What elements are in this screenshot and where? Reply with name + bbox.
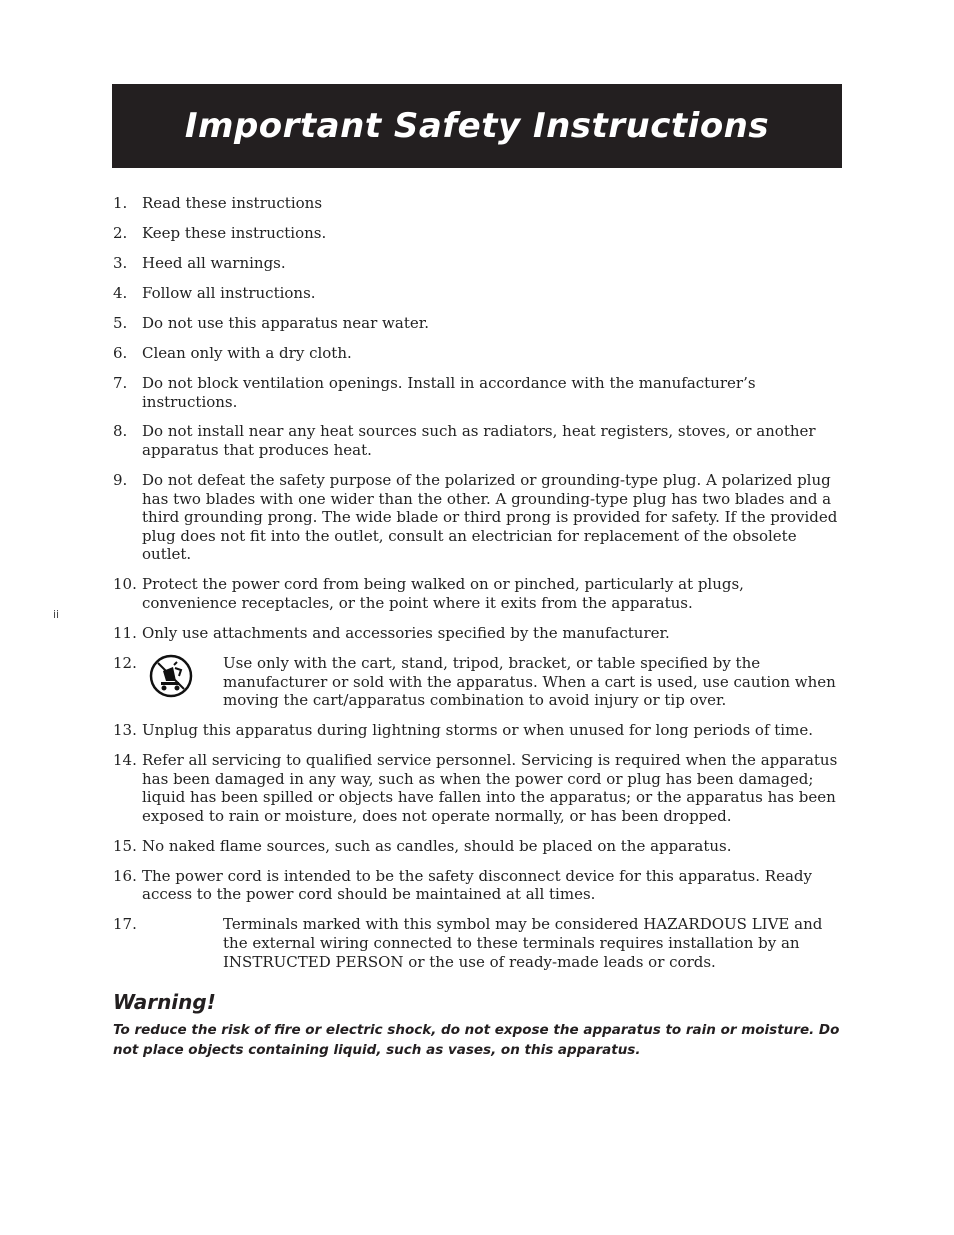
item-text: Heed all warnings. [142, 253, 286, 272]
list-item [113, 751, 843, 825]
item-number: 1. [113, 194, 128, 212]
item-number: 11. [113, 624, 137, 642]
item-number: 13. [113, 721, 137, 740]
list-item [113, 654, 843, 710]
item-number: 14. [113, 751, 137, 770]
warning-text: To reduce the risk of fire or electric shock, do not expose the apparatus to rain or moisture. Do not place objects containing liquid, such as vases, on this apparatus. [113, 1022, 840, 1058]
item-number: 17. [113, 915, 137, 934]
item-text: Protect the power cord from being walked on or pinched, particularly at plugs, convenience receptacles, or the point where it exits from the apparatus. [142, 575, 744, 613]
item-text: Follow all instructions. [142, 283, 316, 302]
list-item [113, 314, 843, 333]
item-number: 7. [113, 373, 128, 392]
list-item [113, 254, 843, 273]
item-text: Unplug this apparatus during lightning storms or when unused for long periods of time. [142, 721, 813, 740]
safety-instructions-list [113, 194, 843, 983]
list-item [113, 624, 843, 643]
item-number: 2. [113, 223, 128, 242]
item-text: Refer all servicing to qualified service personnel. Servicing is required when the apparatus has been damaged in any way, such as when the power cord or plug has been damaged; liquid has been spilled or objects have fallen into the apparatus; or the apparatus has been exposed to rain or moisture, does not operate normally, or has been dropped. [142, 751, 838, 825]
list-item [113, 837, 843, 856]
item-number: 4. [113, 283, 128, 302]
item-number: 10. [113, 575, 137, 594]
list-item [113, 374, 843, 411]
cart-tip-over-warning-icon [149, 654, 193, 698]
item-number: 8. [113, 422, 128, 441]
item-text: No naked flame sources, such as candles, should be placed on the apparatus. [142, 836, 732, 855]
item-number: 15. [113, 836, 137, 855]
item-text: Do not defeat the safety purpose of the polarized or grounding-type plug. A polarized plug has two blades with one wider than the other. A grounding-type plug has two blades and a third grounding prong. The wide blade or third prong is provided for safety. If the provided plug does not fit into the outlet, consult an electrician for replacement of the obsolete outlet. [142, 471, 838, 564]
item-number: 16. [113, 866, 137, 885]
list-item [113, 194, 843, 213]
list-item [113, 344, 843, 363]
list-item [113, 721, 843, 740]
title-banner [112, 84, 842, 168]
list-item [113, 422, 843, 459]
list-item [113, 471, 843, 564]
item-text: Keep these instructions. [142, 223, 327, 242]
item-text: Only use attachments and accessories specified by the manufacturer. [142, 624, 670, 642]
list-item [113, 284, 843, 303]
item-number: 5. [113, 313, 128, 332]
list-item [113, 224, 843, 243]
list-item [113, 575, 843, 612]
list-item [113, 915, 843, 971]
page-number: ii [53, 608, 60, 621]
warning-title: Warning! [113, 990, 216, 1014]
item-number: 3. [113, 253, 128, 272]
item-text: Do not block ventilation openings. Install in accordance with the manufacturer’s instructions. [142, 373, 756, 411]
item-number: 12. [113, 653, 137, 672]
item-text: Read these instructions [142, 194, 323, 212]
item-text: Terminals marked with this symbol may be considered HAZARDOUS LIVE and the external wiring connected to these terminals requires installation by an INSTRUCTED PERSON or the use of ready-made leads or cords. [223, 915, 823, 971]
item-text: Do not install near any heat sources such as radiators, heat registers, stoves, or another apparatus that produces heat. [142, 422, 816, 460]
item-number: 9. [113, 471, 128, 490]
item-text: Use only with the cart, stand, tripod, bracket, or table specified by the manufacturer or sold with the apparatus. When a cart is used, use caution when moving the cart/apparatus combination to avoid injury or tip over. [223, 653, 836, 710]
item-text: Do not use this apparatus near water. [142, 313, 430, 332]
item-text: The power cord is intended to be the safety disconnect device for this apparatus. Ready access to the power cord should be maintained at all times. [142, 866, 812, 904]
item-number: 6. [113, 343, 128, 362]
list-item [113, 867, 843, 904]
page-title: Important Safety Instructions [184, 106, 770, 146]
item-text: Clean only with a dry cloth. [142, 343, 352, 362]
